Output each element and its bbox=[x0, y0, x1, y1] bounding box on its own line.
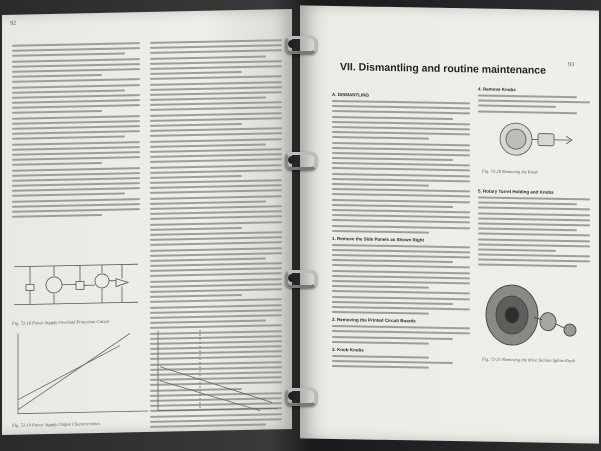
right-figure-top-caption: Fig. 72-20 Removing the Knob bbox=[482, 168, 538, 175]
right-page-column-2b bbox=[478, 184, 590, 271]
left-page bbox=[2, 9, 292, 435]
left-page-column-1 bbox=[12, 42, 140, 221]
subsection-2-heading: 2. Removing the Printed Circuit Boards bbox=[332, 317, 416, 324]
binder-ring-3 bbox=[285, 270, 317, 288]
output-characteristics-graph bbox=[10, 324, 282, 422]
binder-ring-4 bbox=[285, 388, 317, 406]
right-page-column-1 bbox=[332, 88, 470, 373]
left-page-number: 92 bbox=[10, 20, 16, 27]
binder-ring-2 bbox=[285, 152, 317, 170]
subsection-3-heading: 3. Knob Knobs bbox=[332, 346, 364, 353]
subsection-4-heading: 4. Remove Knobs bbox=[478, 86, 516, 93]
right-page-column-2 bbox=[478, 82, 590, 117]
right-page-number: 93 bbox=[568, 62, 574, 69]
circuit-diagram bbox=[10, 252, 142, 317]
left-figure-top-caption: Fig. 72-18 Power Supply Overload Protection Circuit bbox=[12, 318, 110, 326]
right-figure-bottom-caption: Fig. 72-21 Removing the drive Section Spline Knob bbox=[482, 356, 575, 364]
right-page bbox=[300, 5, 599, 443]
subsection-1-heading: 1. Remove the Side Panels as Shown Right bbox=[332, 235, 425, 243]
drive-section-figure bbox=[472, 270, 592, 354]
binder-ring-1 bbox=[285, 36, 317, 54]
knob-figure bbox=[490, 115, 580, 167]
left-figure-bottom-caption: Fig. 72-19 Power Supply Output Characteristics bbox=[12, 420, 100, 428]
section-a-heading: A. DISMANTLING bbox=[332, 91, 369, 98]
subsection-5-heading: 5. Rotary Turret Holding and Knobs bbox=[478, 188, 554, 195]
chapter-title: VII. Dismantling and routine maintenance bbox=[340, 61, 546, 77]
